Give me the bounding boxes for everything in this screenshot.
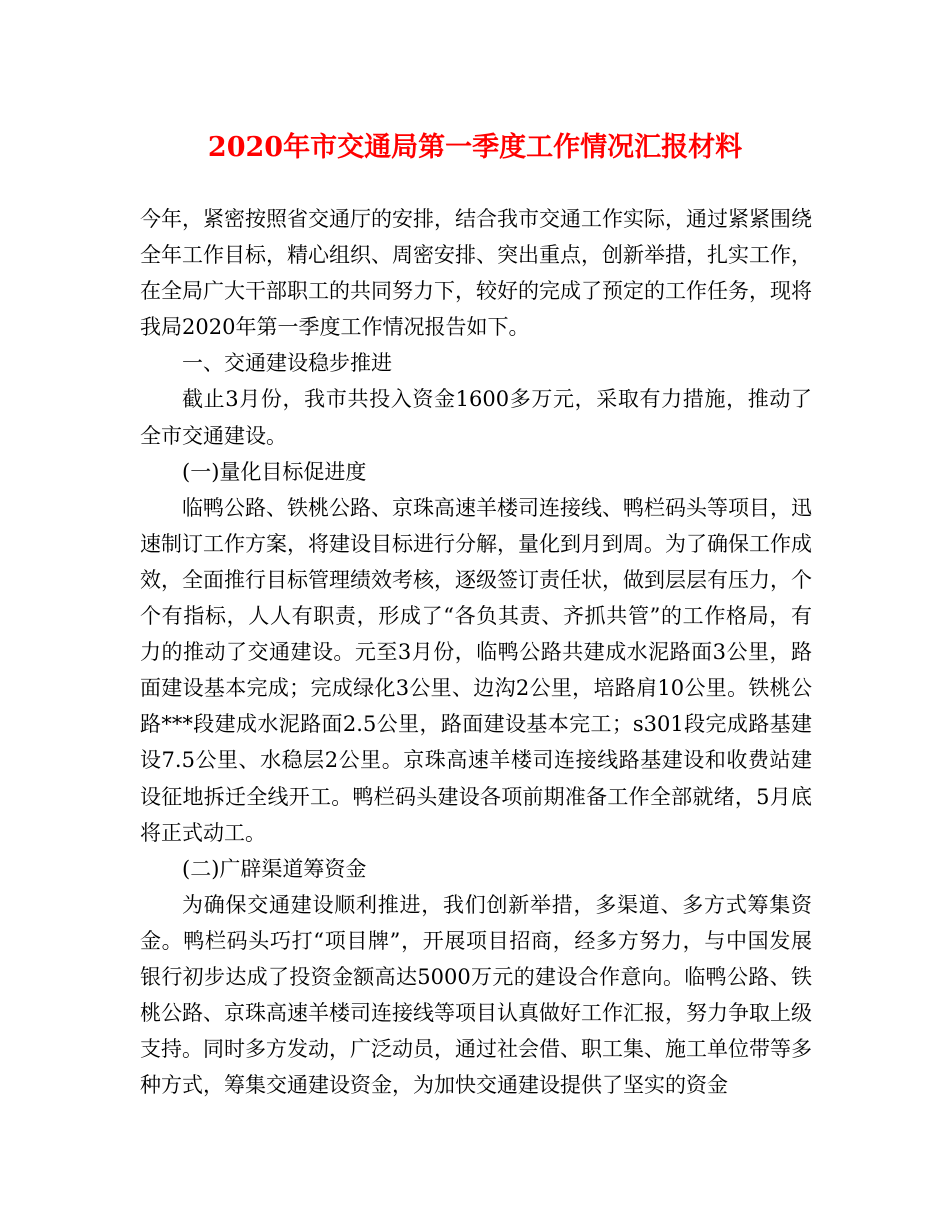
subsection-heading-1: (一)量化目标促进度 bbox=[182, 459, 367, 484]
paragraph-financing: 为确保交通建设顺利推进，我们创新举措，多渠道、多方式筹集资金。鸭栏码头巧打“项目牌”，开展项目招商，经多方努力，与中国发展银行初步达成了投资金额高达5000万元的建设合作意向。临鸭公路、铁桃公路、京珠高速羊楼司连接线等项目认真做好工作汇报，努力争取上级支持。同时多方发动，广泛动员，通过社会借、职工集、施工单位带等多种方式，筹集交通建设资金，为加快交通建设提供了坚实的资金 bbox=[140, 892, 812, 1098]
document-body bbox=[140, 201, 812, 1103]
section-heading-1: 一、交通建设稳步推进 bbox=[182, 351, 392, 376]
document-title: 2020年市交通局第一季度工作情况汇报材料 bbox=[207, 132, 743, 163]
subsection-heading-2: (二)广辟渠道筹资金 bbox=[182, 856, 367, 881]
paragraph-progress: 临鸭公路、铁桃公路、京珠高速羊楼司连接线、鸭栏码头等项目，迅速制订工作方案，将建设目标进行分解，量化到月到周。为了确保工作成效，全面推行目标管理绩效考核，逐级签订责任状，做到层层有压力，个个有指标，人人有职责，形成了“各负其责、齐抓共管”的工作格局，有力的推动了交通建设。元至3月份，临鸭公路共建成水泥路面3公里，路面建设基本完成；完成绿化3公里、边沟2公里，培路肩10公里。铁桃公路***段建成水泥路面2.5公里，路面建设基本完工；s301段完成路基建设7.5公里、水稳层2公里。京珠高速羊楼司连接线路基建设和收费站建设征地拆迁全线开工。鸭栏码头建设各项前期准备工作全部就绪，5月底将正式动工。 bbox=[140, 495, 812, 845]
paragraph-intro: 今年，紧密按照省交通厅的安排，结合我市交通工作实际，通过紧紧围绕全年工作目标，精心组织、周密安排、突出重点，创新举措，扎实工作，在全局广大干部职工的共同努力下，较好的完成了预定的工作任务，现将我局2020年第一季度工作情况报告如下。 bbox=[140, 207, 812, 340]
paragraph-funding: 截止3月份，我市共投入资金1600多万元，采取有力措施，推动了全市交通建设。 bbox=[140, 387, 812, 448]
